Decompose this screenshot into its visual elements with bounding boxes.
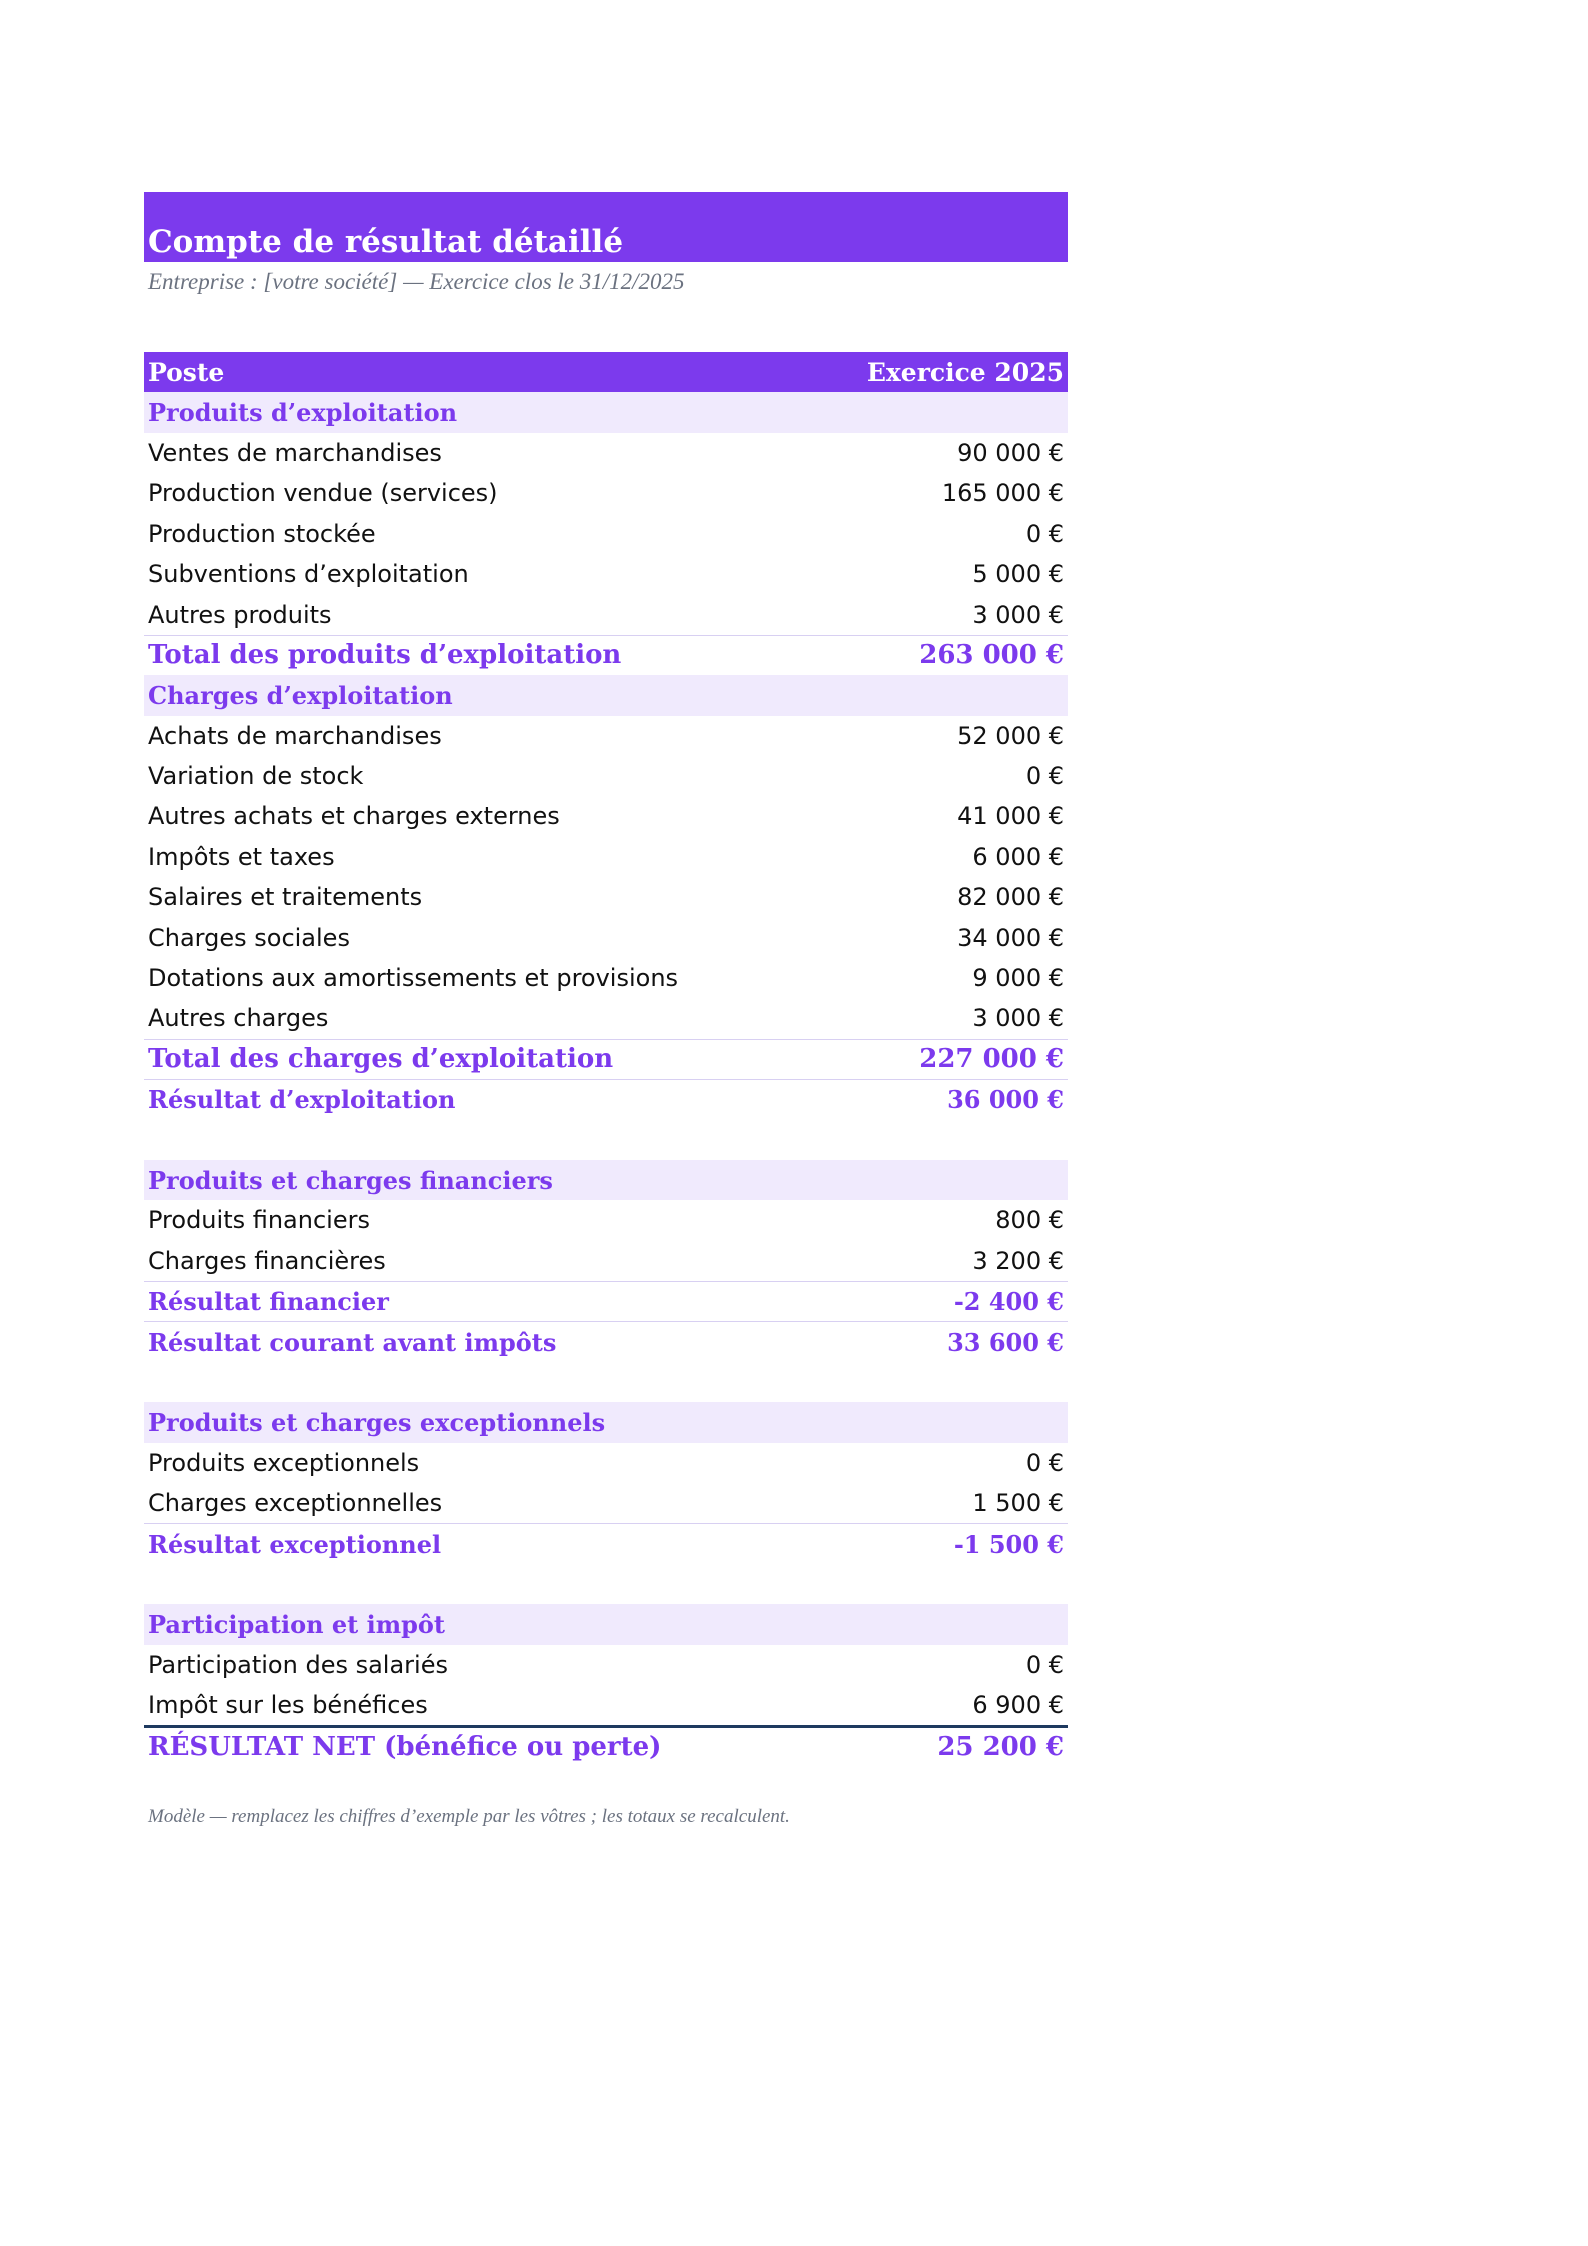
row-spacer: [144, 1564, 1068, 1604]
line-item-row: [144, 1200, 1068, 1240]
row-label: Impôts et taxes: [148, 842, 335, 871]
table-header: [144, 352, 1068, 392]
row-spacer: [144, 1362, 1068, 1402]
row-label: Production stockée: [148, 519, 376, 548]
row-value: 9 000 €: [972, 964, 1064, 993]
title-bar: [144, 192, 1068, 262]
header-label-exercice: Exercice 2025: [866, 357, 1064, 387]
row-label: Charges exceptionnelles: [148, 1489, 443, 1518]
line-item-row: [144, 1443, 1068, 1483]
row-label: Dotations aux amortissements et provisions: [148, 964, 679, 993]
total-row: [144, 635, 1068, 675]
section-header-row: [144, 1160, 1068, 1200]
line-item-row: [144, 877, 1068, 917]
line-item-row: [144, 917, 1068, 957]
line-item-row: [144, 514, 1068, 554]
row-label: Produits exceptionnels: [148, 1448, 420, 1477]
result-row: [144, 1523, 1068, 1563]
row-label: Total des produits d’exploitation: [148, 640, 622, 671]
row-value: 227 000 €: [919, 1044, 1064, 1075]
header-label-poste: Poste: [148, 357, 225, 387]
row-label: Subventions d’exploitation: [148, 560, 469, 589]
row-label: Résultat exceptionnel: [148, 1529, 442, 1559]
line-item-row: [144, 433, 1068, 473]
row-label: Résultat financier: [148, 1287, 389, 1317]
section-header-row: [144, 392, 1068, 432]
row-value: 0 €: [1025, 1448, 1064, 1477]
row-label: Participation et impôt: [148, 1609, 445, 1639]
row-label: Produits et charges exceptionnels: [148, 1407, 606, 1437]
row-value: 36 000 €: [947, 1085, 1064, 1115]
document-subtitle: Entreprise : [votre société] — Exercice clos le 31/12/2025: [148, 269, 685, 294]
row-label: Achats de marchandises: [148, 721, 442, 750]
line-item-row: [144, 796, 1068, 836]
section-header-row: [144, 1402, 1068, 1442]
row-label: Variation de stock: [148, 762, 364, 791]
result-row: [144, 1281, 1068, 1321]
row-label: Charges d’exploitation: [148, 680, 453, 710]
line-item-row: [144, 958, 1068, 998]
row-value: 5 000 €: [972, 560, 1064, 589]
row-label: Produits et charges financiers: [148, 1165, 553, 1195]
row-value: 25 200 €: [937, 1731, 1064, 1762]
row-value: 800 €: [995, 1206, 1064, 1235]
line-item-row: [144, 1645, 1068, 1685]
section-header-row: [144, 675, 1068, 715]
row-label: Charges financières: [148, 1246, 386, 1275]
row-label: Autres achats et charges externes: [148, 802, 560, 831]
row-value: 41 000 €: [957, 802, 1064, 831]
result-row: [144, 1079, 1068, 1119]
table-body: [144, 392, 1068, 1765]
row-label: Salaires et traitements: [148, 883, 423, 912]
row-value: 34 000 €: [957, 923, 1064, 952]
line-item-row: [144, 1483, 1068, 1523]
row-value: 6 900 €: [972, 1691, 1064, 1720]
row-value: -1 500 €: [953, 1529, 1064, 1559]
line-item-row: [144, 554, 1068, 594]
row-label: Résultat courant avant impôts: [148, 1327, 557, 1357]
line-item-row: [144, 1241, 1068, 1281]
total-row: [144, 1039, 1068, 1079]
line-item-row: [144, 837, 1068, 877]
line-item-row: [144, 473, 1068, 513]
footnote: Modèle — remplacez les chiffres d’exemple par les vôtres ; les totaux se recalculent.: [148, 1805, 790, 1827]
line-item-row: [144, 594, 1068, 634]
section-header-row: [144, 1604, 1068, 1644]
line-item-row: [144, 716, 1068, 756]
row-value: 3 000 €: [972, 600, 1064, 629]
row-label: Autres produits: [148, 600, 332, 629]
row-value: 6 000 €: [972, 842, 1064, 871]
row-label: Total des charges d’exploitation: [148, 1044, 614, 1075]
result-row: [144, 1321, 1068, 1361]
row-label: Participation des salariés: [148, 1650, 448, 1679]
income-statement-sheet: [144, 192, 1068, 1828]
row-value: 165 000 €: [941, 479, 1064, 508]
line-item-row: [144, 1685, 1068, 1725]
row-label: Ventes de marchandises: [148, 438, 442, 467]
line-item-row: [144, 756, 1068, 796]
row-label: Production vendue (services): [148, 479, 498, 508]
row-label: RÉSULTAT NET (bénéfice ou perte): [148, 1731, 662, 1762]
row-value: 263 000 €: [919, 640, 1064, 671]
document-title: Compte de résultat détaillé: [148, 224, 624, 260]
net-result-row: [144, 1725, 1068, 1765]
row-value: 0 €: [1025, 762, 1064, 791]
row-label: Autres charges: [148, 1004, 329, 1033]
row-value: 52 000 €: [957, 721, 1064, 750]
row-value: 82 000 €: [957, 883, 1064, 912]
row-value: 90 000 €: [957, 438, 1064, 467]
row-value: 1 500 €: [972, 1489, 1064, 1518]
row-label: Résultat d’exploitation: [148, 1085, 456, 1115]
row-value: 0 €: [1025, 519, 1064, 548]
row-label: Impôt sur les bénéfices: [148, 1691, 428, 1720]
row-value: 3 000 €: [972, 1004, 1064, 1033]
line-item-row: [144, 998, 1068, 1038]
row-label: Produits financiers: [148, 1206, 370, 1235]
row-value: 3 200 €: [972, 1246, 1064, 1275]
row-label: Charges sociales: [148, 923, 350, 952]
row-value: -2 400 €: [953, 1287, 1064, 1317]
row-spacer: [144, 1119, 1068, 1159]
row-value: 0 €: [1025, 1650, 1064, 1679]
row-value: 33 600 €: [947, 1327, 1064, 1357]
row-label: Produits d’exploitation: [148, 398, 458, 428]
